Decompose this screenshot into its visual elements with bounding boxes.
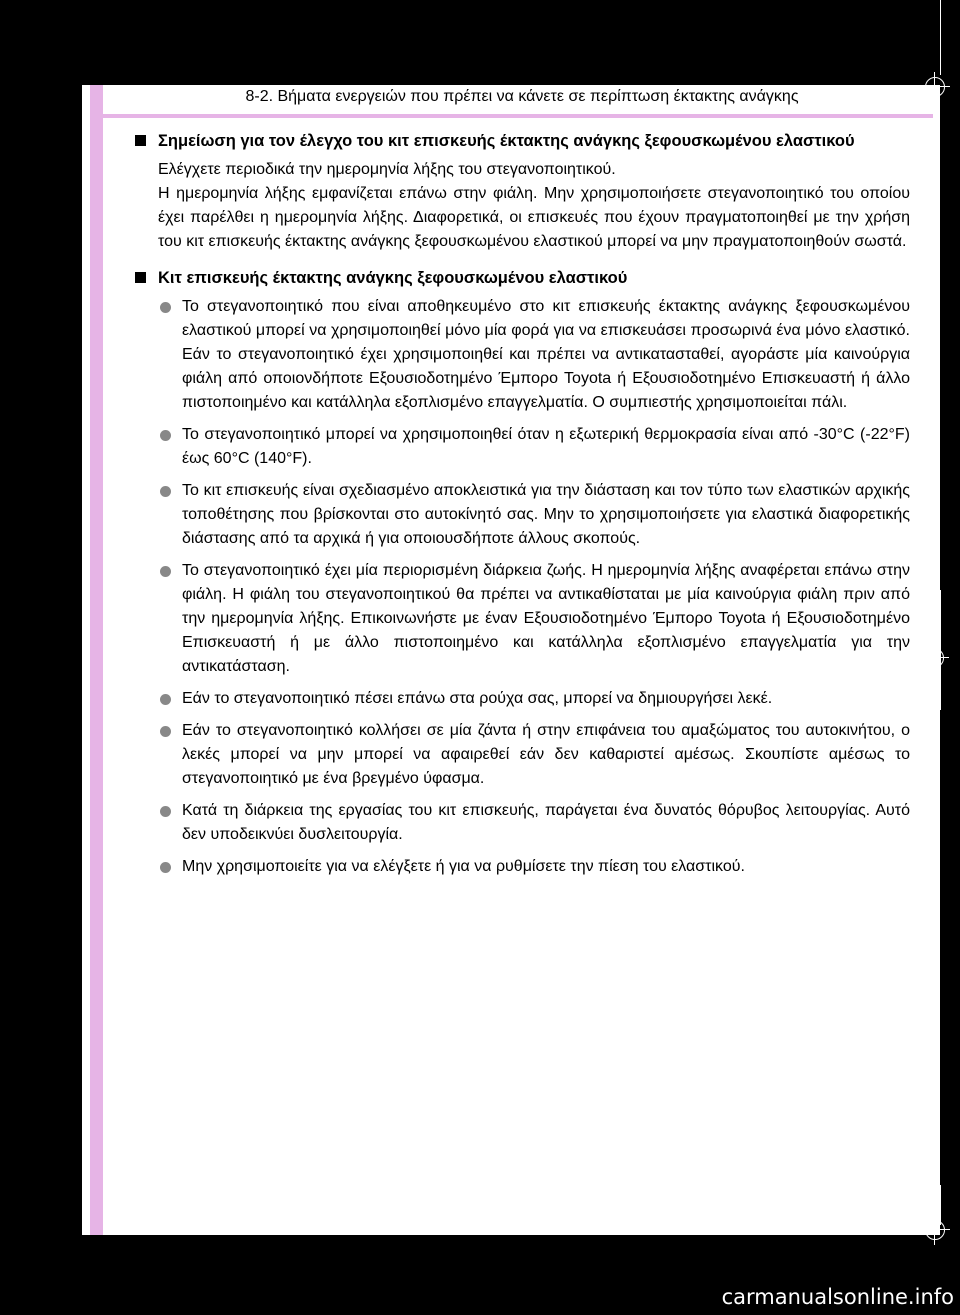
heading-text: Σημείωση για τον έλεγχο του κιτ επισκευής έκτακτης ανάγκης ξεφουσκωμένου ελαστικού	[158, 132, 855, 150]
section-sealant-check	[134, 129, 910, 254]
margin-color-bar	[90, 85, 103, 1235]
watermark: carmanualsonline.info	[721, 1285, 954, 1309]
section-heading	[134, 266, 910, 290]
square-bullet-icon	[135, 272, 146, 283]
page-content	[134, 129, 910, 891]
list-item	[134, 799, 910, 847]
square-bullet-icon	[135, 135, 146, 146]
paragraph: Ελέγχετε περιοδικά την ημερομηνία λήξης του στεγανοποιητικού.	[158, 161, 616, 178]
crop-line	[940, 1185, 941, 1225]
registration-mark-icon	[925, 1220, 945, 1240]
running-header: 8-2. Βήματα ενεργειών που πρέπει να κάνετε σε περίπτωση έκτακτης ανάγκης	[245, 88, 799, 105]
registration-mark-icon	[925, 77, 945, 97]
list-item-text: Το στεγανοποιητικό που είναι αποθηκευμένο στο κιτ επισκευής έκτακτης ανάγκης ξεφουσκωμένου ελαστικού μπορεί να χρησιμοποιηθεί μόνο μία φορά για να επισκευάσει προσωρινά ένα μόνο ελαστικό. Εάν το στεγανοποιητικό έχει χρησιμοποιηθεί και πρέπει να αντικατασταθεί, αγοράστε μία καινούργια φιάλη από οποιονδήποτε Εξουσιοδοτημένο Έμπορο Toyota ή Εξουσιοδοτημένο Επισκευαστή ή άλλο πιστοποιημένο και κατάλληλα εξοπλισμένο επαγγελματία. Ο συμπιεστής χρησιμοποιείται πάλι.	[182, 298, 910, 411]
list-item	[134, 295, 910, 415]
list-item-text: Κατά τη διάρκεια της εργασίας του κιτ επισκευής, παράγεται ένα δυνατός θόρυβος λειτουργίας. Αυτό δεν υποδεικνύει δυσλειτουργία.	[182, 802, 910, 843]
list-item	[134, 559, 910, 679]
list-item	[134, 423, 910, 471]
circle-bullet-icon	[160, 862, 171, 873]
circle-bullet-icon	[160, 302, 171, 313]
list-item-text: Το κιτ επισκευής είναι σχεδιασμένο αποκλειστικά για την διάσταση και τον τύπο των ελαστικών αρχικής τοποθέτησης που βρίσκονται στο αυτοκίνητό σας. Μην το χρησιμοποιήσετε για ελαστικά διαφορετικής διάστασης από τα αρχικά ή για οποιουσδήποτε άλλους σκοπούς.	[182, 482, 910, 547]
bullet-list	[134, 295, 910, 879]
list-item	[134, 855, 910, 879]
list-item-text: Εάν το στεγανοποιητικό πέσει επάνω στα ρούχα σας, μπορεί να δημιουργήσει λεκέ.	[182, 690, 773, 707]
list-item-text: Το στεγανοποιητικό έχει μία περιορισμένη διάρκεια ζωής. Η ημερομηνία λήξης αναφέρεται επάνω στην φιάλη. Η φιάλη του στεγανοποιητικού θα πρέπει να αντικαθίσταται με μία καινούργια φιάλη πριν από την ημερομηνία λήξης. Επικοινωνήστε με έναν Εξουσιοδοτημένο Έμπορο Toyota ή Εξουσιοδοτημένο Επισκευαστή ή με άλλο πιστοποιημένο και κατάλληλα εξοπλισμένο επαγγελματία για την αντικατάσταση.	[182, 562, 910, 675]
registration-mark-icon	[924, 648, 944, 668]
list-item-text: Το στεγανοποιητικό μπορεί να χρησιμοποιηθεί όταν η εξωτερική θερμοκρασία είναι από -30°C (-22°F) έως 60°C (140°F).	[182, 426, 910, 467]
list-item	[134, 719, 910, 791]
heading-text: Κιτ επισκευής έκτακτης ανάγκης ξεφουσκωμένου ελαστικού	[158, 269, 628, 287]
circle-bullet-icon	[160, 726, 171, 737]
crop-line	[940, 0, 941, 75]
circle-bullet-icon	[160, 430, 171, 441]
list-item-text: Μην χρησιμοποιείτε για να ελέγξετε ή για να ρυθμίσετε την πίεση του ελαστικού.	[182, 858, 745, 875]
crop-line	[940, 590, 941, 710]
list-item	[134, 687, 910, 711]
section-heading	[134, 129, 910, 153]
section-repair-kit	[134, 266, 910, 879]
manual-page	[82, 85, 940, 1235]
header-rule	[90, 114, 933, 118]
circle-bullet-icon	[160, 486, 171, 497]
circle-bullet-icon	[160, 566, 171, 577]
circle-bullet-icon	[160, 694, 171, 705]
list-item	[134, 479, 910, 551]
list-item-text: Εάν το στεγανοποιητικό κολλήσει σε μία ζάντα ή στην επιφάνεια του αμαξώματος του αυτοκινήτου, ο λεκές μπορεί να μην μπορεί να αφαιρεθεί εάν δεν καθαριστεί αμέσως. Σκουπίστε αμέσως το στεγανοποιητικό με ένα βρεγμένο ύφασμα.	[182, 722, 910, 787]
circle-bullet-icon	[160, 806, 171, 817]
paragraph: Η ημερομηνία λήξης εμφανίζεται επάνω στην φιάλη. Μην χρησιμοποιήσετε στεγανοποιητικό του οποίου έχει παρέλθει η ημερομηνία λήξης. Διαφορετικά, οι επισκευές που έχουν πραγματοποιηθεί με την χρήση του κιτ επισκευής έκτακτης ανάγκης ξεφουσκωμένου ελαστικού μπορεί να μην πραγματοποιηθούν σωστά.	[158, 185, 910, 250]
